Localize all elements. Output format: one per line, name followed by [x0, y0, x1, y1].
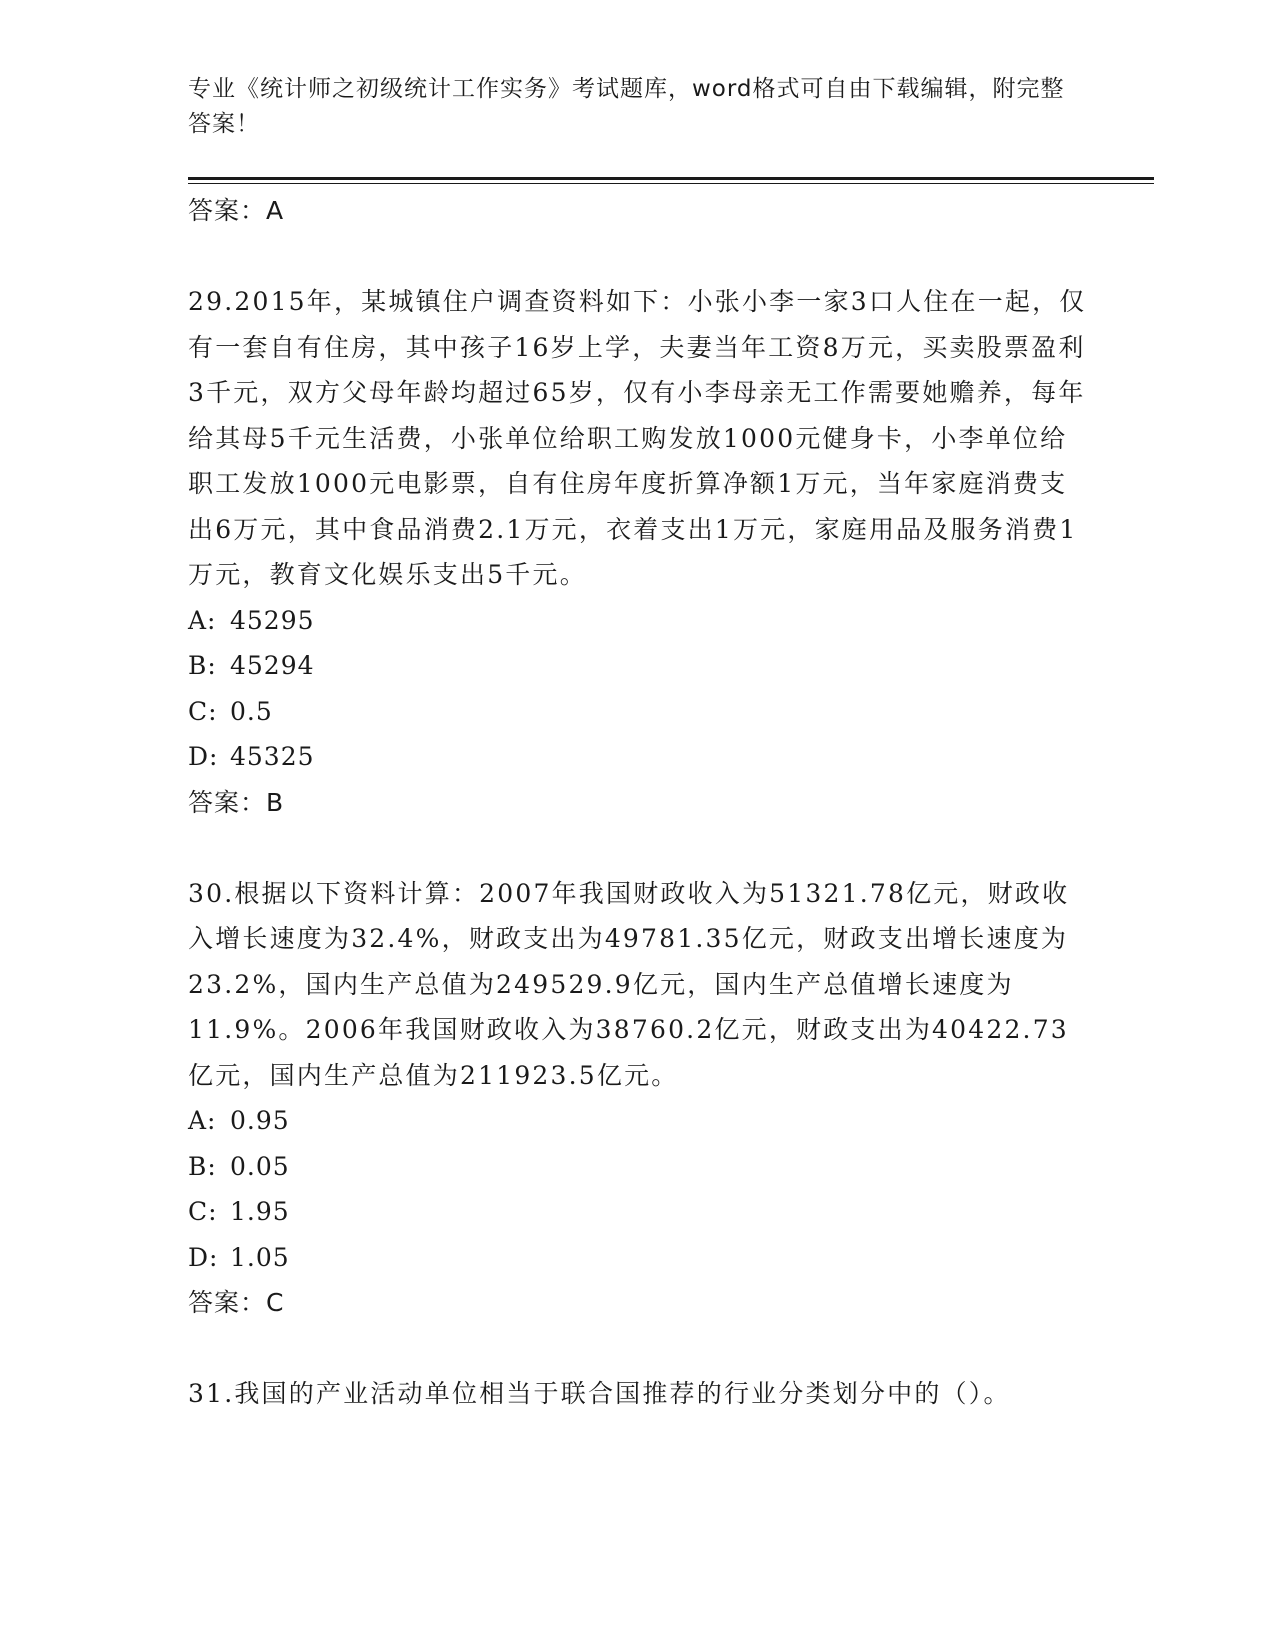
previous-answer: 答案：A: [188, 196, 285, 225]
option-letter: B:: [188, 651, 217, 680]
question-30-option-b: [188, 1144, 1088, 1190]
option-letter: A:: [188, 1106, 217, 1135]
option-value: 0.05: [230, 1151, 290, 1181]
question-30-option-a: [188, 1098, 1088, 1144]
option-value: 1.95: [230, 1197, 290, 1226]
option-value: 45295: [230, 605, 315, 635]
question-30-option-c: [188, 1189, 1088, 1235]
question-29-option-c: [188, 689, 1088, 735]
option-letter: B:: [188, 1151, 217, 1181]
question-29: 29.2015年，某城镇住户调查资料如下：小张小李一家3口人住在一起，仅有一套自有住房，其中孩子16岁上学，夫妻当年工资8万元，买卖股票盈利3千元，双方父母年龄均超过65岁，仅有小李母亲无工作需要她赡养，每年给其母5千元生活费，小张单位给职工购发放1000元健身卡，小李单位给职工发放1000元电影票，自有住房年度折算净额1万元，当年家庭消费支出6万元，其中食品消费2.1万元，衣着支出1万元，家庭用品及服务消费1万元，教育文化娱乐支出5千元。: [188, 287, 1087, 589]
option-letter: D:: [188, 742, 219, 771]
option-value: 0.95: [230, 1106, 290, 1135]
question-30: 30.根据以下资料计算：2007年我国财政收入为51321.78亿元，财政收入增长速度为32.4%，财政支出为49781.35亿元，财政支出增长速度为23.2%，国内生产总值为249529.9亿元，国内生产总值增长速度为11.9%。2006年我国财政收入为38760.2亿元，财政支出为40422.73亿元，国内生产总值为211923.5亿元。: [188, 878, 1070, 1090]
question-29-option-a: [188, 598, 1088, 644]
option-value: 0.5: [230, 696, 273, 726]
question-29-answer: 答案：B: [188, 787, 285, 817]
option-letter: C:: [188, 1197, 218, 1226]
option-letter: C:: [188, 696, 218, 726]
header-divider-thick: [188, 177, 1154, 180]
option-value: 45294: [230, 651, 315, 680]
header-divider-thin: [188, 183, 1154, 184]
question-29-option-d: [188, 734, 1088, 780]
question-31: 31.我国的产业活动单位相当于联合国推荐的行业分类划分中的（）。: [188, 1379, 1011, 1408]
question-30-answer: 答案：C: [188, 1288, 285, 1317]
option-value: 1.05: [230, 1242, 290, 1272]
question-30-option-d: [188, 1235, 1088, 1281]
option-letter: D:: [188, 1242, 219, 1272]
option-value: 45325: [230, 742, 315, 771]
question-29-option-b: [188, 643, 1088, 689]
question-content: [188, 188, 1088, 1417]
page-header: 专业《统计师之初级统计工作实务》考试题库，word格式可自由下载编辑，附完整答案！: [188, 76, 1065, 137]
option-letter: A:: [188, 605, 217, 635]
